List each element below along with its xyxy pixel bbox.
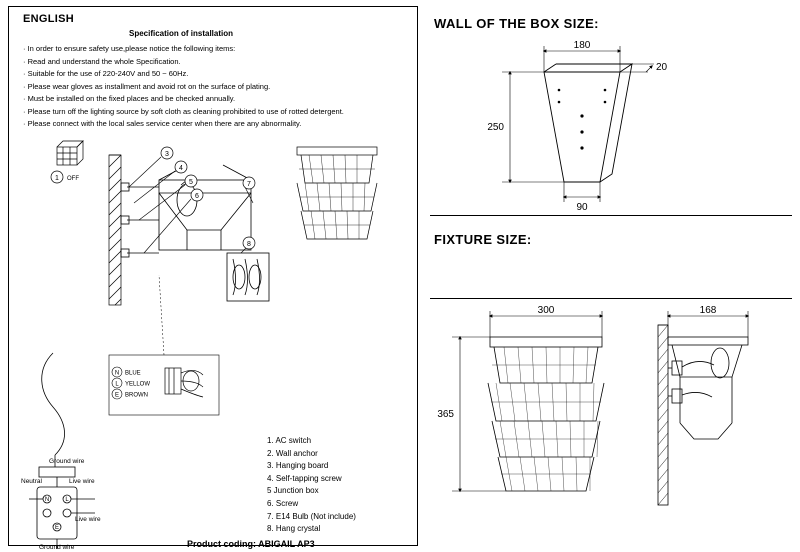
- callout-markers: [161, 147, 255, 249]
- dim-fixture-height-label: 365: [437, 409, 454, 420]
- dim-bottom-width: [564, 182, 600, 202]
- ground-wire-top-label: Ground wire: [49, 458, 85, 465]
- fixture-illustration: [297, 147, 377, 239]
- wire-yellow-label: YELLOW: [125, 381, 151, 388]
- junction-box: [227, 253, 269, 301]
- socket-wiring-diagram: [21, 353, 101, 551]
- spec-line-3: · Suitable for the use of 220-240V and 50 ~ 60Hz.: [23, 69, 189, 78]
- switch-off-label: OFF: [67, 176, 79, 182]
- svg-text:4: 4: [179, 165, 183, 172]
- svg-text:L: L: [65, 497, 69, 503]
- legend-item-4: 4. Self-tapping screw: [267, 473, 342, 483]
- dim-fixture-width-label: 300: [537, 305, 555, 316]
- spec-line-2: · Read and understand the whole Specification.: [23, 56, 181, 66]
- dim-bottom-width-label: 90: [576, 202, 588, 213]
- mounting-assembly: [159, 165, 251, 250]
- svg-text:N: N: [114, 370, 120, 377]
- dim-height: [502, 72, 564, 182]
- spec-line-4: · Please wear gloves as installment and avoid rot on the surface of plating.: [23, 81, 271, 91]
- wire-brown-label: BROWN: [125, 392, 148, 399]
- legend-list: [267, 435, 356, 536]
- legend-item-5: 5 Junction box: [267, 486, 319, 496]
- live-wire-top-label: Live wire: [69, 478, 95, 485]
- left-panel: [8, 6, 418, 551]
- neutral-label: Neutral: [21, 478, 42, 485]
- wire-blue-label: BLUE: [125, 370, 141, 377]
- wall-box-holes: [558, 89, 607, 150]
- svg-text:E: E: [54, 525, 60, 531]
- spec-line-5: · Must be installed on the fixed places and be checked annually.: [23, 94, 236, 103]
- dim-fixture-side-width-label: 168: [699, 305, 717, 316]
- svg-text:1: 1: [55, 175, 59, 182]
- live-wire-bottom-label: Live wire: [75, 516, 101, 523]
- wall-box-drawing: [432, 40, 792, 213]
- wire-detail-box: [109, 275, 219, 415]
- spec-lines: [23, 43, 413, 131]
- svg-text:5: 5: [189, 179, 193, 186]
- legend-item-7: 7. E14 Bulb (Not include): [267, 511, 356, 521]
- spec-line-1: · In order to ensure safety use,please notice the following items:: [23, 44, 236, 53]
- language-title: ENGLISH: [23, 13, 74, 25]
- fixture-heading: FIXTURE SIZE:: [434, 232, 532, 247]
- ac-switch-icon: [51, 141, 83, 183]
- svg-text:E: E: [114, 392, 120, 399]
- svg-text:L: L: [115, 381, 119, 388]
- divider-1: [430, 215, 792, 216]
- dim-fixture-height: [452, 337, 506, 491]
- svg-text:6: 6: [195, 193, 199, 200]
- legend-item-8: 8. Hang crystal: [267, 524, 321, 534]
- divider-2: [430, 298, 792, 299]
- dim-depth: [620, 64, 654, 72]
- svg-text:7: 7: [247, 181, 251, 188]
- dim-top-width-label: 180: [573, 40, 591, 51]
- product-coding: Product coding: ABIGAIL AP3: [187, 539, 315, 549]
- legend-item-3: 3. Hanging board: [267, 461, 329, 471]
- svg-text:3: 3: [165, 151, 169, 158]
- dim-depth-label: 20: [656, 62, 668, 73]
- fixture-front-view: [488, 337, 604, 491]
- legend-item-2: 2. Wall anchor: [267, 448, 318, 458]
- dim-height-label: 250: [487, 122, 504, 133]
- legend-item-6: 6. Screw: [267, 498, 299, 508]
- fixture-side-view: [658, 325, 748, 505]
- wall-box-body: [544, 64, 632, 182]
- ground-wire-bottom-label: Ground wire: [39, 544, 75, 551]
- svg-text:8: 8: [247, 241, 251, 248]
- wall-hatching: [109, 155, 121, 305]
- spec-line-6: · Please turn off the lighting source by soft cloth as cleaning prohibited to use of rotted detergent.: [23, 106, 344, 116]
- svg-text:N: N: [44, 497, 50, 503]
- spec-title: Specification of installation: [129, 29, 234, 38]
- wall-screws: [121, 183, 159, 257]
- spec-line-7: · Please connect with the local sales service center when there are any abnormality.: [23, 119, 302, 128]
- fixture-size-drawing: [432, 305, 792, 545]
- legend-item-1: 1. AC switch: [267, 436, 312, 445]
- wall-box-heading: WALL OF THE BOX SIZE:: [434, 16, 599, 31]
